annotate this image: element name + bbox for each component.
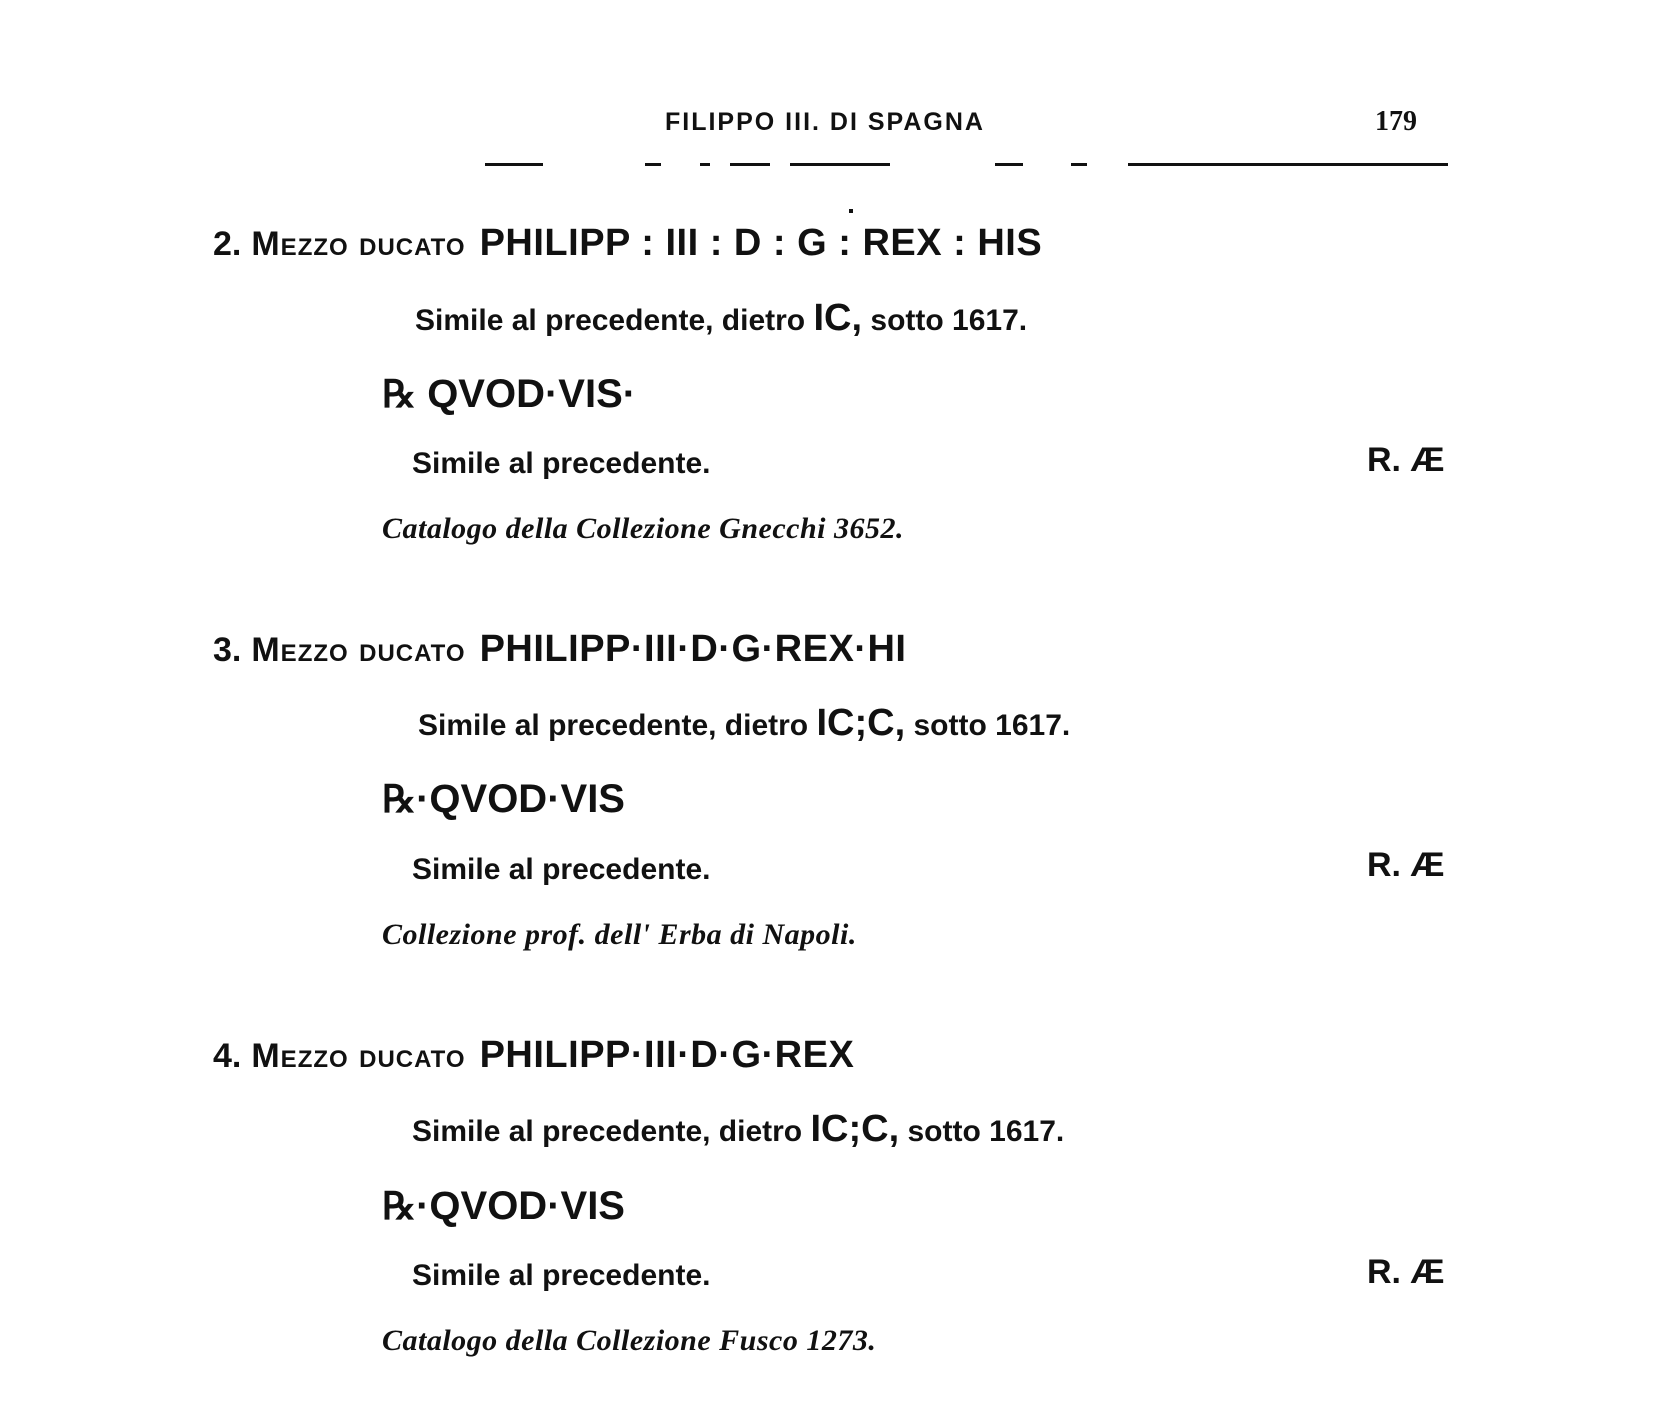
denomination: Mezzo ducato — [251, 631, 466, 669]
obverse-desc-prefix: Simile al precedente, dietro — [412, 1115, 803, 1148]
reverse-symbol: ℞ — [382, 371, 417, 416]
header-rule-segment — [700, 163, 710, 166]
reverse-description: Simile al precedente. — [412, 447, 711, 480]
obverse-description — [418, 702, 1070, 745]
entry-heading — [213, 1034, 854, 1077]
reverse-legend: ·QVOD·VIS — [416, 777, 625, 821]
catalogue-reference: Catalogo della Collezione Fusco 1273. — [382, 1324, 877, 1357]
obverse-mark: IC;C, — [816, 702, 906, 744]
obverse-mark: IC, — [813, 297, 863, 339]
page-number: 179 — [1375, 106, 1417, 137]
catalogue-reference: Catalogo della Collezione Gnecchi 3652. — [382, 512, 904, 545]
obverse-desc-suffix: sotto 1617. — [907, 1115, 1065, 1148]
reverse-description: Simile al precedente. — [412, 1259, 711, 1292]
entry-number: 4. — [213, 1037, 242, 1075]
reverse-symbol: ℞ — [382, 1183, 417, 1228]
entry-number: 3. — [213, 631, 242, 669]
header-rule-segment — [730, 163, 770, 166]
header-rule-segment — [1071, 163, 1087, 166]
catalogue-reference: Collezione prof. dell' Erba di Napoli. — [382, 918, 857, 951]
reverse-legend-line — [382, 1183, 625, 1229]
reverse-legend: ·QVOD·VIS — [416, 1184, 625, 1228]
reverse-symbol: ℞ — [382, 776, 417, 821]
obverse-desc-prefix: Simile al precedente, dietro — [418, 709, 809, 742]
entry-heading — [213, 628, 906, 671]
header-rule-segment — [1128, 163, 1448, 166]
rarity-metal: R. Æ — [1367, 441, 1445, 479]
obverse-description — [412, 1108, 1064, 1151]
obverse-legend: PHILIPP : III : D : G : REX : HIS — [479, 222, 1043, 264]
denomination: Mezzo ducato — [251, 225, 466, 263]
header-rule-dot — [849, 209, 853, 213]
obverse-mark: IC;C, — [810, 1108, 900, 1150]
reverse-legend-line — [382, 371, 636, 417]
obverse-legend: PHILIPP·III·D·G·REX·HI — [479, 628, 907, 670]
running-head-title: FILIPPO III. DI SPAGNA — [665, 108, 985, 136]
obverse-desc-prefix: Simile al precedente, dietro — [415, 304, 806, 337]
obverse-legend: PHILIPP·III·D·G·REX — [479, 1034, 855, 1076]
header-rule-segment — [645, 163, 661, 166]
reverse-legend-line — [382, 776, 625, 822]
rarity-metal: R. Æ — [1367, 1253, 1445, 1291]
running-head — [0, 108, 1654, 148]
obverse-desc-suffix: sotto 1617. — [913, 709, 1071, 742]
entry-heading — [213, 222, 1042, 265]
header-rule-segment — [995, 163, 1023, 166]
reverse-legend: QVOD·VIS· — [416, 372, 637, 416]
entry-number: 2. — [213, 225, 242, 263]
obverse-description — [415, 297, 1027, 340]
rarity-metal: R. Æ — [1367, 846, 1445, 884]
denomination: Mezzo ducato — [251, 1037, 466, 1075]
header-rule-segment — [790, 163, 890, 166]
reverse-description: Simile al precedente. — [412, 853, 711, 886]
obverse-desc-suffix: sotto 1617. — [870, 304, 1028, 337]
header-rule-segment — [485, 163, 543, 166]
